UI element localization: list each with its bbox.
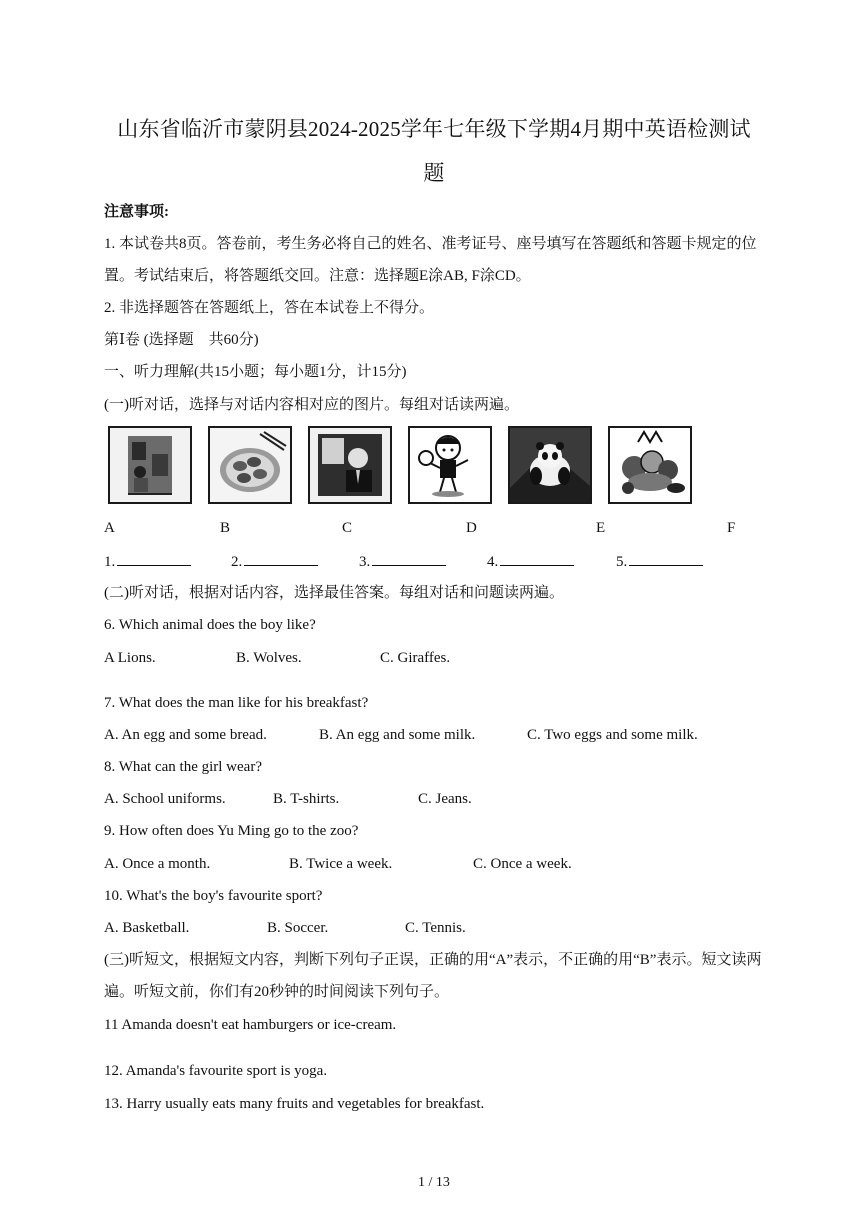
answer-blank-label: 3. [359, 554, 371, 570]
picture-letter-b: B [220, 520, 231, 536]
picture-b [208, 426, 292, 504]
q6-option-a: A Lions. [104, 650, 156, 666]
picture-a [108, 426, 192, 504]
picture-options [108, 426, 708, 508]
q10-option-a: A. Basketball. [104, 920, 190, 936]
question-10: 10. What's the boy's favourite sport? [104, 888, 323, 904]
answer-line[interactable] [244, 551, 318, 566]
q9-option-c: C. Once a week. [473, 856, 572, 872]
q8-option-a: A. School uniforms. [104, 791, 226, 807]
answer-blank-1[interactable] [104, 551, 191, 572]
answer-line[interactable] [117, 551, 191, 566]
q6-option-c: C. Giraffes. [380, 650, 451, 666]
picture-letter-c: C [342, 520, 353, 536]
q7-option-b: B. An egg and some milk. [319, 727, 476, 743]
answer-blank-label: 1. [104, 554, 116, 570]
statement-13: 13. Harry usually eats many fruits and vegetables for breakfast. [104, 1096, 485, 1112]
picture-letter-f: F [727, 520, 736, 536]
question-7: 7. What does the man like for his breakfast? [104, 695, 369, 711]
picture-c [308, 426, 392, 504]
q8-option-c: C. Jeans. [418, 791, 472, 807]
answer-line[interactable] [372, 551, 446, 566]
question-6: 6. Which animal does the boy like? [104, 617, 316, 633]
picture-letter-d: D [466, 520, 477, 536]
notes-heading: 注意事项: [104, 204, 169, 220]
answer-line[interactable] [500, 551, 574, 566]
answer-blank-5[interactable] [616, 551, 703, 572]
notes-item-1: 1. 本试卷共8页。答卷前，考生务必将自己的姓名、准考证号、座号填写在答题纸和答题卡规定的位置。考试结束后，将答题纸交回。注意：选择题E涂AB, F涂CD。 [104, 236, 757, 284]
exam-title-line1: 山东省临沂市蒙阴县2024-2025学年七年级下学期4月期中英语检测试 [117, 117, 751, 141]
q10-option-c: C. Tennis. [405, 920, 466, 936]
q9-option-a: A. Once a month. [104, 856, 211, 872]
page-number: 1 / 13 [418, 1175, 450, 1190]
picture-letter-a: A [104, 520, 115, 536]
q7-option-a: A. An egg and some bread. [104, 727, 267, 743]
q6-option-b: B. Wolves. [236, 650, 302, 666]
part1-heading: 第Ⅰ卷 (选择题 共60分) [104, 332, 259, 348]
q10-option-b: B. Soccer. [267, 920, 329, 936]
q9-option-b: B. Twice a week. [289, 856, 393, 872]
picture-d [408, 426, 492, 504]
answer-blank-label: 4. [487, 554, 499, 570]
answer-blank-label: 2. [231, 554, 243, 570]
statement-12: 12. Amanda's favourite sport is yoga. [104, 1063, 328, 1079]
picture-e [508, 426, 592, 504]
picture-f [608, 426, 692, 504]
q7-option-c: C. Two eggs and some milk. [527, 727, 698, 743]
section1-heading: 一、听力理解(共15小题；每小题1分，计15分) [104, 364, 407, 380]
answer-line[interactable] [629, 551, 703, 566]
exam-title-line2: 题 [423, 161, 445, 185]
statement-11: 11 Amanda doesn't eat hamburgers or ice-cream. [104, 1017, 397, 1033]
question-8: 8. What can the girl wear? [104, 759, 262, 775]
answer-blank-2[interactable] [231, 551, 318, 572]
answer-blank-3[interactable] [359, 551, 446, 572]
answer-blank-4[interactable] [487, 551, 574, 572]
sub3-instruction: (三)听短文，根据短文内容，判断下列句子正误，正确的用“A”表示，不正确的用“B”表示。短文读两遍。听短文前，你们有20秒钟的时间阅读下列句子。 [104, 952, 762, 1000]
sub1-instruction: (一)听对话，选择与对话内容相对应的图片。每组对话读两遍。 [104, 397, 519, 413]
answer-blank-label: 5. [616, 554, 628, 570]
notes-item-2: 2. 非选择题答在答题纸上，答在本试卷上不得分。 [104, 300, 435, 316]
q8-option-b: B. T-shirts. [273, 791, 340, 807]
picture-letter-e: E [596, 520, 606, 536]
sub2-instruction: (二)听对话，根据对话内容，选择最佳答案。每组对话和问题读两遍。 [104, 585, 564, 601]
question-9: 9. How often does Yu Ming go to the zoo? [104, 823, 359, 839]
